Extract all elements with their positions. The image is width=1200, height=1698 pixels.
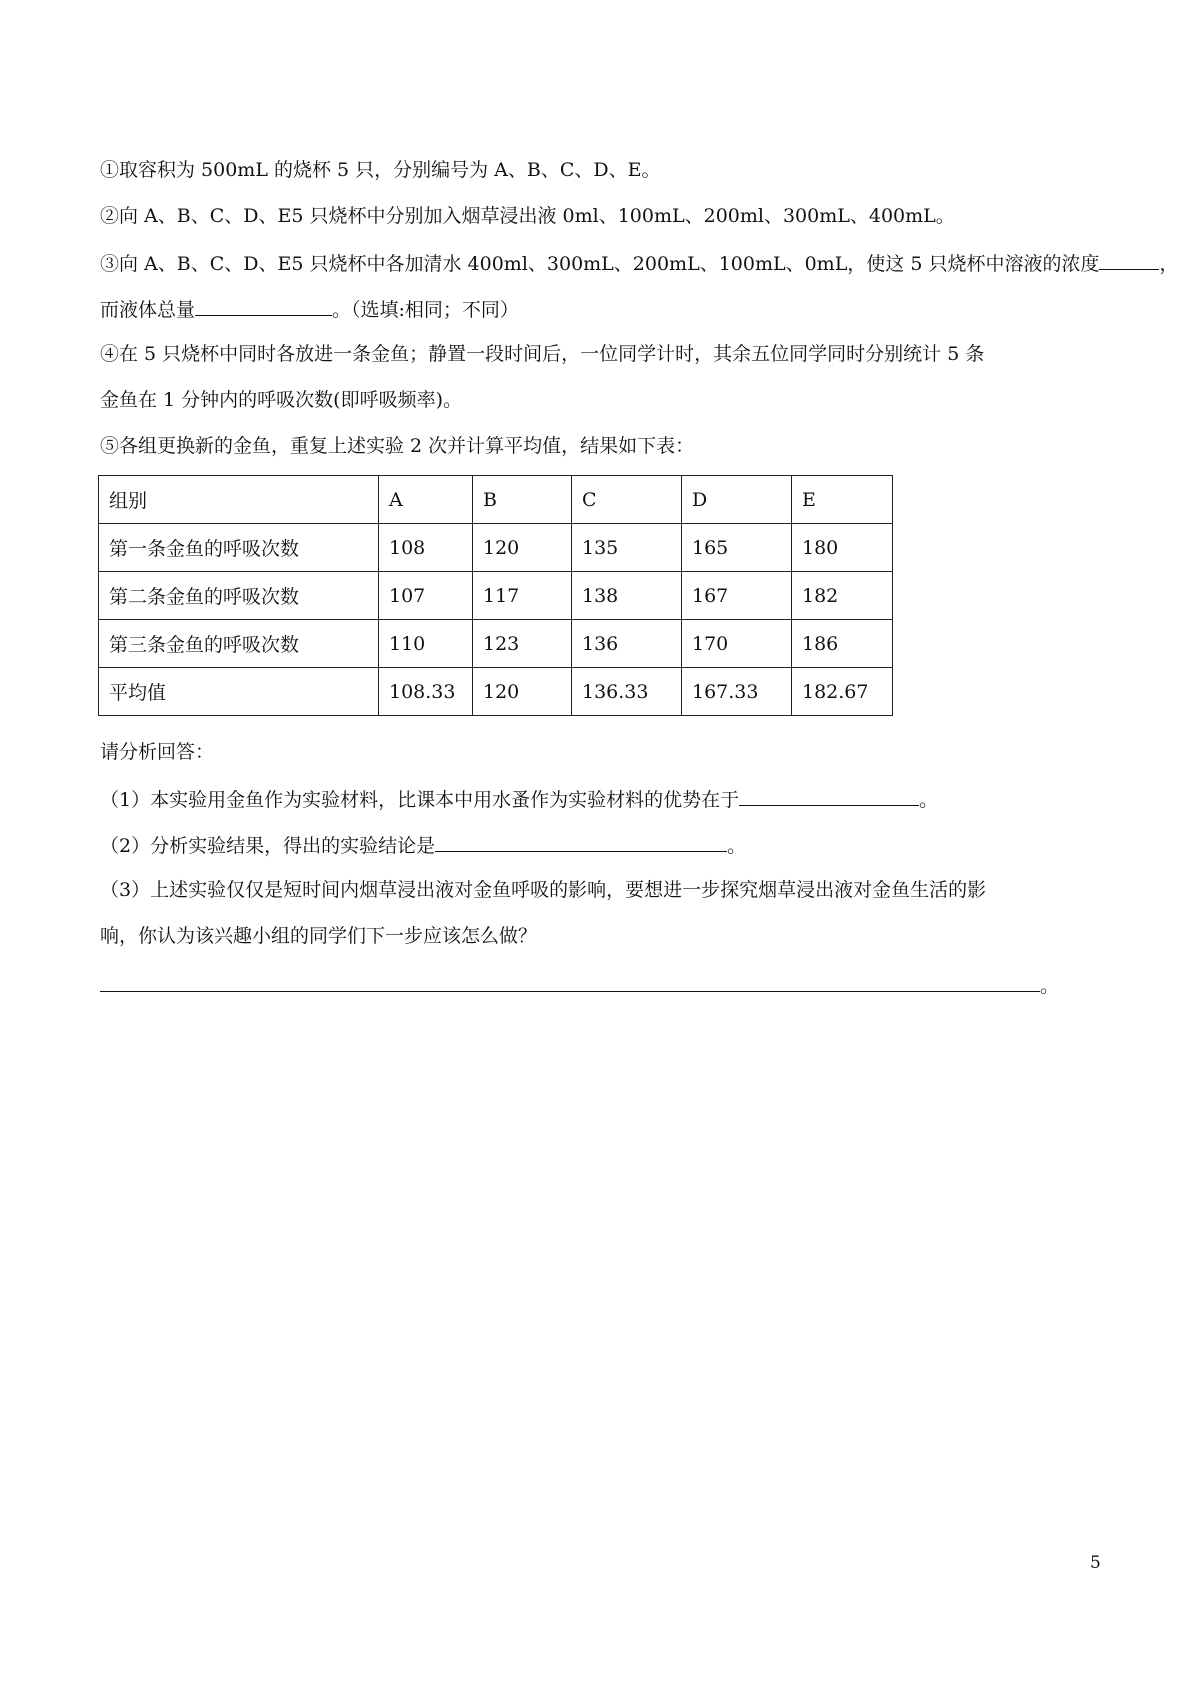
step-2: ②向 A、B、C、D、E5 只烧杯中分别加入烟草浸出液 0ml、100mL、200ml、300mL、400mL。 [100, 205, 955, 227]
table-cell: 第三条金鱼的呼吸次数 [99, 620, 379, 668]
header-cell: C [572, 476, 682, 524]
table-cell: 120 [473, 524, 572, 572]
answer-blank-q1[interactable] [739, 786, 919, 806]
table-cell: 108 [379, 524, 473, 572]
step-5: ⑤各组更换新的金鱼，重复上述实验 2 次并计算平均值，结果如下表： [100, 435, 695, 457]
table-cell: 186 [792, 620, 893, 668]
step-3-line-2 [100, 296, 519, 322]
table-cell: 117 [473, 572, 572, 620]
step-3-line-1 [100, 250, 1179, 276]
table-row [99, 524, 893, 572]
table-cell: 123 [473, 620, 572, 668]
table-cell: 135 [572, 524, 682, 572]
header-cell: A [379, 476, 473, 524]
step-1: ①取容积为 500mL 的烧杯 5 只，分别编号为 A、B、C、D、E。 [100, 159, 661, 181]
table-row [99, 668, 893, 716]
table-cell: 182 [792, 572, 893, 620]
step-3-text: ③向 A、B、C、D、E5 只烧杯中各加清水 400ml、300mL、200mL、100mL、0mL，使这 5 只烧杯中溶液的浓度 [100, 253, 1100, 275]
table-cell: 136 [572, 620, 682, 668]
question-3-tail: 。 [1040, 975, 1060, 997]
table-cell: 第一条金鱼的呼吸次数 [99, 524, 379, 572]
step-3b-text: 而液体总量 [100, 299, 196, 321]
question-3-line-1: （3）上述实验仅仅是短时间内烟草浸出液对金鱼呼吸的影响，要想进一步探究烟草浸出液对金鱼生活的影 [100, 879, 987, 901]
answer-blank-volume[interactable] [195, 296, 332, 316]
table-cell: 平均值 [99, 668, 379, 716]
question-2-text: （2）分析实验结果，得出的实验结论是 [100, 835, 436, 857]
table-cell: 167 [682, 572, 792, 620]
question-3-answer-line [100, 972, 1059, 998]
table-cell: 167.33 [682, 668, 792, 716]
header-cell: 组别 [99, 476, 379, 524]
step-3b-tail: 。（选填:相同；不同） [332, 299, 519, 321]
table-cell: 180 [792, 524, 893, 572]
question-2-tail: 。 [727, 835, 747, 857]
table-cell: 165 [682, 524, 792, 572]
table-cell: 110 [379, 620, 473, 668]
question-2 [100, 832, 746, 858]
table-cell: 136.33 [572, 668, 682, 716]
step-4-line-2: 金鱼在 1 分钟内的呼吸次数(即呼吸频率)。 [100, 389, 462, 411]
question-1 [100, 786, 938, 812]
table-cell: 120 [473, 668, 572, 716]
step-3-tail: ， [1159, 253, 1179, 275]
answer-blank-concentration[interactable] [1099, 250, 1159, 270]
table-cell: 108.33 [379, 668, 473, 716]
question-1-tail: 。 [919, 789, 939, 811]
question-1-text: （1）本实验用金鱼作为实验材料，比课本中用水蚤作为实验材料的优势在于 [100, 789, 740, 811]
results-table [98, 475, 893, 716]
table-cell: 182.67 [792, 668, 893, 716]
header-cell: E [792, 476, 893, 524]
header-cell: B [473, 476, 572, 524]
answer-blank-q2[interactable] [435, 832, 727, 852]
table-row [99, 620, 893, 668]
step-4-line-1: ④在 5 只烧杯中同时各放进一条金鱼；静置一段时间后，一位同学计时，其余五位同学同时分别统计 5 条 [100, 343, 985, 365]
analysis-intro: 请分析回答： [100, 741, 215, 763]
question-3-line-2: 响，你认为该兴趣小组的同学们下一步应该怎么做？ [100, 925, 538, 947]
answer-blank-q3[interactable] [100, 972, 1040, 992]
table-cell: 138 [572, 572, 682, 620]
table-cell: 107 [379, 572, 473, 620]
table-header-row [99, 476, 893, 524]
table-cell: 170 [682, 620, 792, 668]
page-number: 5 [1090, 1553, 1101, 1573]
table-row [99, 572, 893, 620]
header-cell: D [682, 476, 792, 524]
table-cell: 第二条金鱼的呼吸次数 [99, 572, 379, 620]
